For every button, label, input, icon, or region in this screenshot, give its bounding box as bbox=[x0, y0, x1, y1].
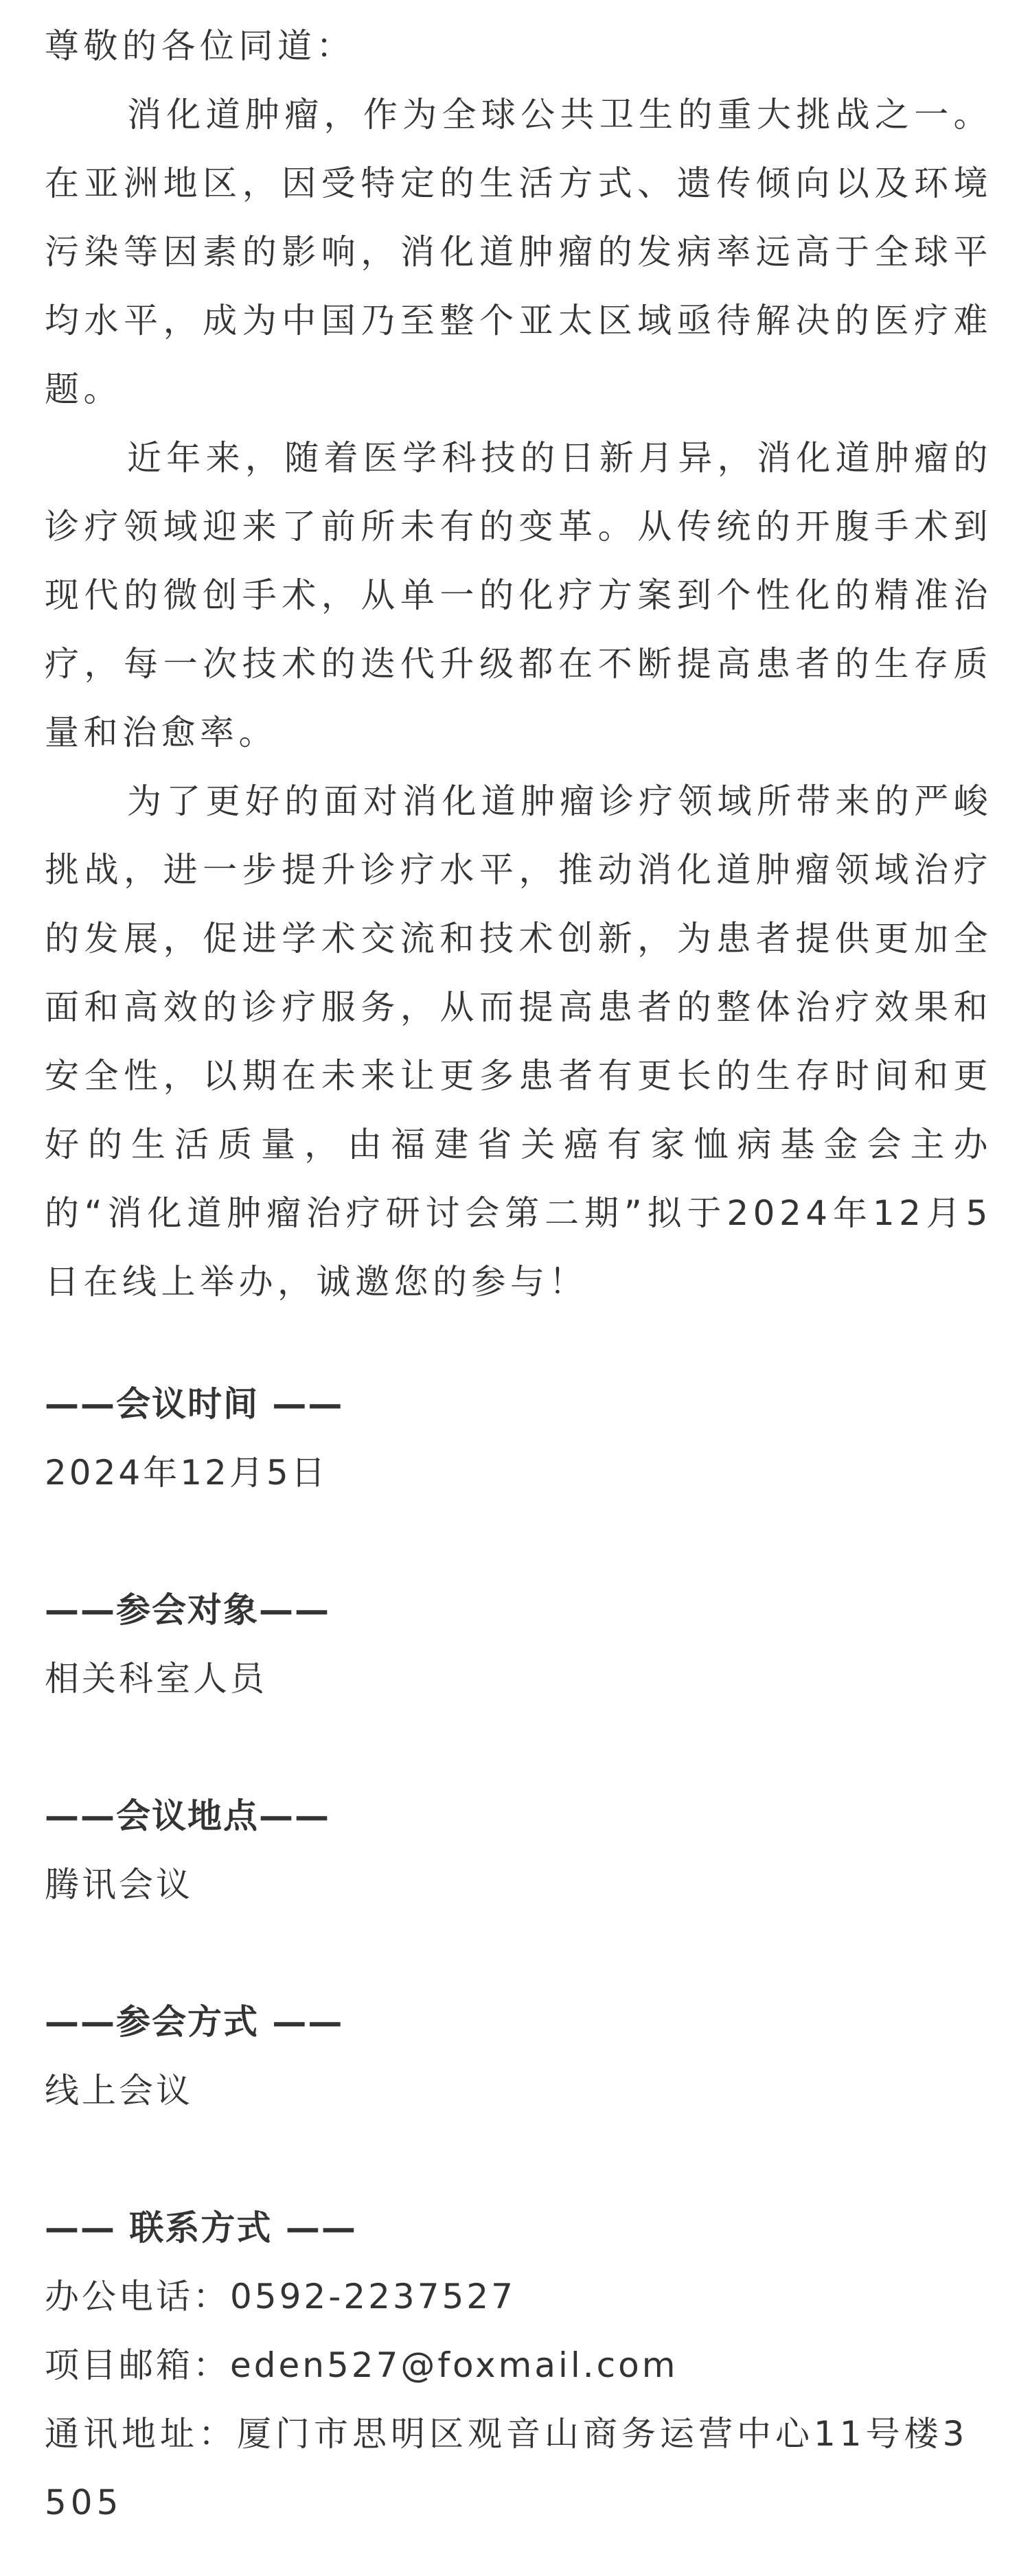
section-value-audience: 相关科室人员 bbox=[45, 1659, 267, 1699]
section-heading-time: ——会议时间 —— bbox=[45, 1384, 344, 1424]
section-value-location: 腾讯会议 bbox=[45, 1865, 193, 1905]
contact-phone: 办公电话：0592-2237527 bbox=[45, 2277, 516, 2316]
paragraph-intro: 消化道肿瘤，作为全球公共卫生的重大挑战之一。在亚洲地区，因受特定的生活方式、遗传倾向以及环境污染等因素的影响，消化道肿瘤的发病率远高于全球平均水平，成为中国乃至整个亚太区域亟待解决的医疗难题。 bbox=[45, 95, 992, 409]
greeting: 尊敬的各位同道： bbox=[45, 26, 355, 66]
section-heading-format: ——参会方式 —— bbox=[45, 2002, 344, 2042]
contact-email: 项目邮箱：eden527@foxmail.com bbox=[45, 2345, 678, 2385]
paragraph-purpose: 为了更好的面对消化道肿瘤诊疗领域所带来的严峻挑战，进一步提升诊疗水平，推动消化道肿瘤领域治疗的发展，促进学术交流和技术创新，为患者提供更加全面和高效的诊疗服务，从而提高患者的整体治疗效果和安全性，以期在未来让更多患者有更长的生存时间和更好的生活质量，由福建省关癌有家恤病基金会主办的“消化道肿瘤治疗研讨会第二期”拟于2024年12月5日在线上举办，诚邀您的参与！ bbox=[45, 781, 992, 1302]
section-value-format: 线上会议 bbox=[45, 2071, 193, 2111]
section-heading-audience: ——参会对象—— bbox=[45, 1590, 330, 1630]
paragraph-progress: 近年来，随着医学科技的日新月异，消化道肿瘤的诊疗领域迎来了前所未有的变革。从传统的开腹手术到现代的微创手术，从单一的化疗方案到个性化的精准治疗，每一次技术的迭代升级都在不断提高患者的生存质量和治愈率。 bbox=[45, 438, 992, 752]
contact-address: 通讯地址：厦门市思明区观音山商务运营中心11号楼3505 bbox=[45, 2414, 969, 2522]
section-heading-location: ——会议地点—— bbox=[45, 1796, 330, 1836]
section-value-time: 2024年12月5日 bbox=[45, 1453, 328, 1493]
section-heading-contact: —— 联系方式 —— bbox=[45, 2208, 357, 2248]
